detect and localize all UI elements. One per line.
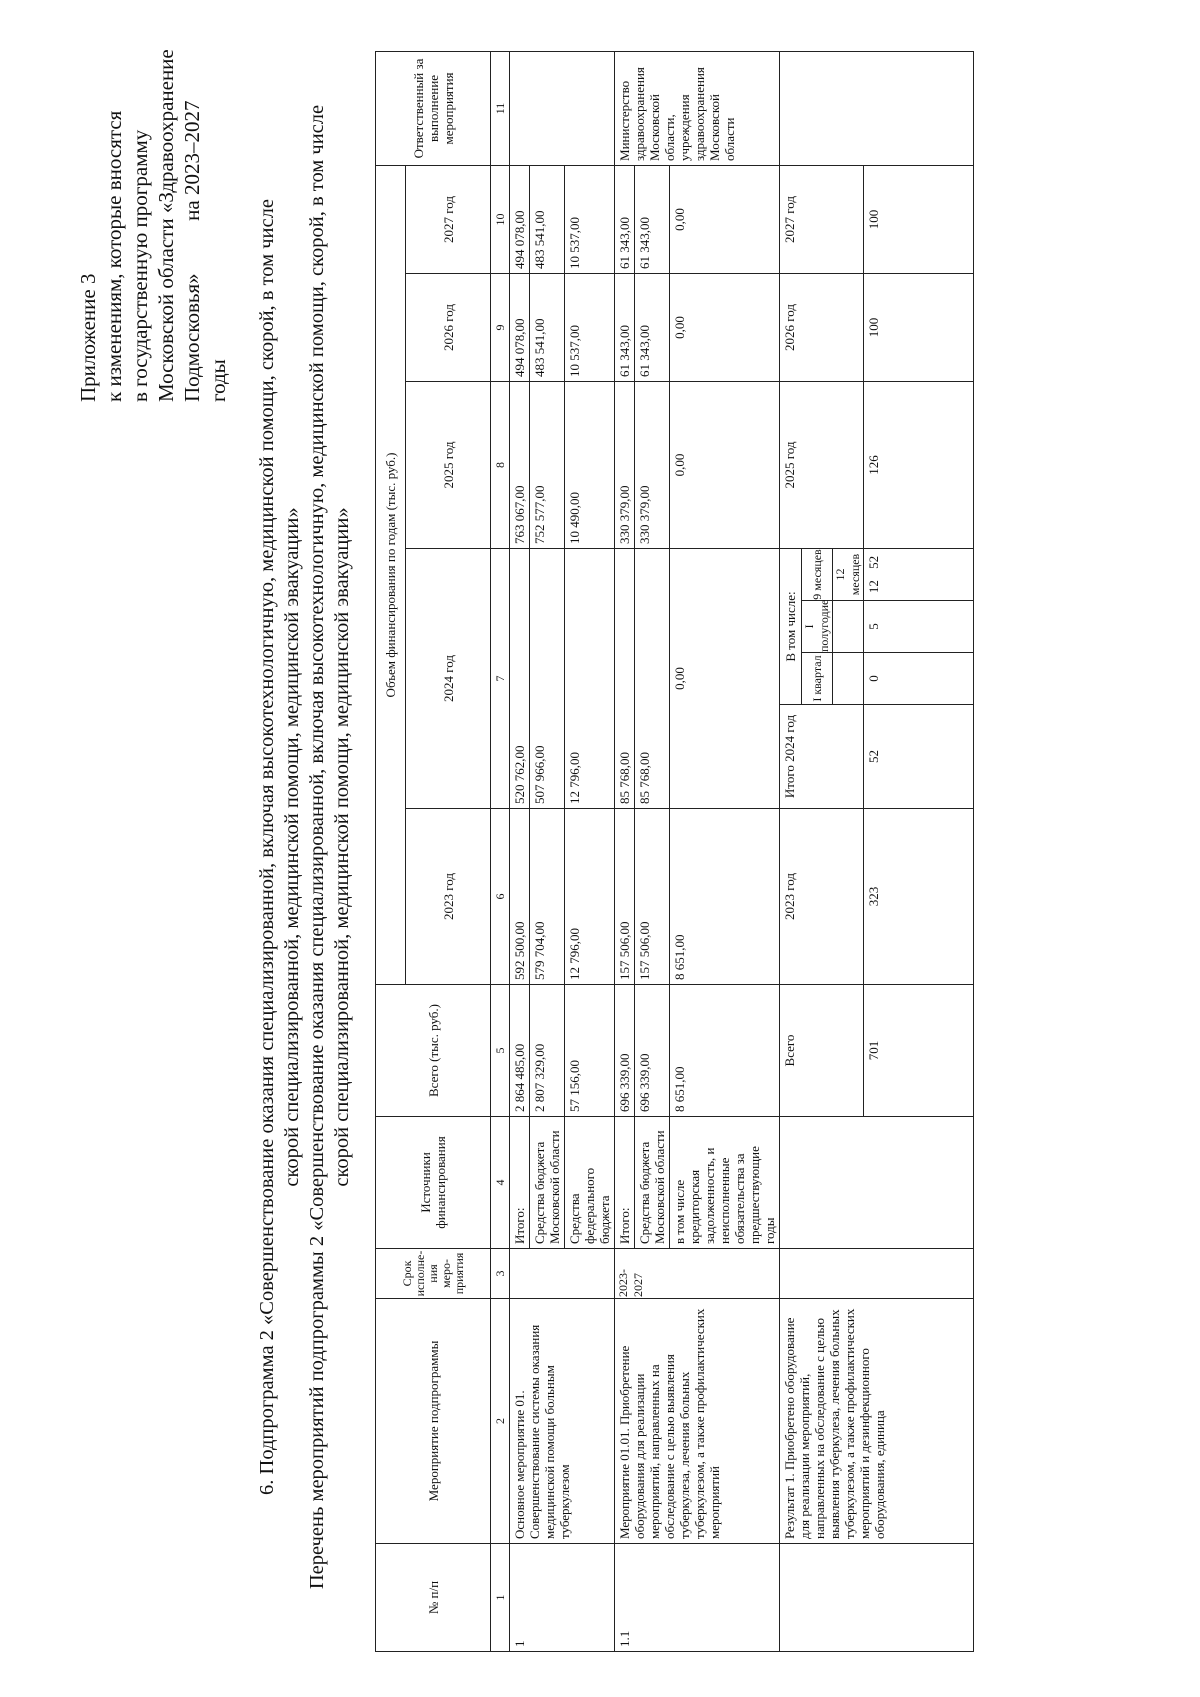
result-header-2026: 2026 год <box>780 274 864 382</box>
col-number: 5 <box>491 985 510 1117</box>
header-2025: 2025 год <box>406 382 491 549</box>
source-cell: в том числе кредиторская задолженность, и неисполненные обязательства за предшествующие годы <box>670 1117 780 1249</box>
col-number: 11 <box>491 51 510 165</box>
result-value-2025: 126 <box>864 382 974 549</box>
result-value-itogo: 52 <box>864 705 974 809</box>
subprogram-title: 6. Подпрограмма 2 «Совершенствование оказания специализированной, включая высокотехнологичную, медицинской помощи, скорой, в том числе скорой специализированной, медицинской помощи, медицинской эвакуации» <box>256 199 303 1495</box>
result-measure: Результат 1. Приобретено оборудование для реализации мероприятий, направленных на обследование с целью выявления туберкулеза, лечения больных туберкулезом, а также профилактических мероприятий и дезинфекционного оборудования, единица <box>780 1299 974 1544</box>
measures-list-title: Перечень мероприятий подпрограммы 2 «Совершенствование оказания специализированной, включая высокотехнологичную, медицинской помощи, скорой, в том числе скорой специализированной, медицинской помощи, медицинской эвакуации» <box>306 104 353 1590</box>
appendix-line: Подмосковья» на 2023–2027 <box>180 100 204 402</box>
result-header-2025: 2025 год <box>780 382 864 549</box>
appendix-line: в государственную программу <box>128 129 152 402</box>
appendix-line: Московской области «Здравоохранение <box>154 49 178 402</box>
source-cell: Средства бюджета Московской области <box>635 1117 670 1249</box>
y2023-cell: 157 506,00 <box>615 809 635 985</box>
y2025-cell: 330 379,00 <box>635 382 670 549</box>
result-header-h1: I полугодие <box>802 599 831 652</box>
result-header-12m: 12 месяцев <box>833 549 864 601</box>
y2027-cell: 0,00 <box>670 165 780 273</box>
y2026-cell: 483 541,00 <box>530 274 565 382</box>
col-number: 1 <box>491 1544 510 1652</box>
total-cell: 696 339,00 <box>635 985 670 1117</box>
col-number: 2 <box>491 1299 510 1544</box>
y2026-cell: 61 343,00 <box>615 274 635 382</box>
source-cell: Итого: <box>615 1117 635 1249</box>
result-header-total: Всего <box>780 985 864 1117</box>
y2023-cell: 12 796,00 <box>565 809 615 985</box>
col-number: 6 <box>491 809 510 985</box>
row-measure: Основное мероприятие 01. Совершенствование системы оказания медицинской помощи больным туберкулезом <box>510 1299 615 1544</box>
result-header-9m: 9 месяцев <box>802 549 833 601</box>
result-header-incl: В том числе: <box>780 549 802 705</box>
appendix-line: Приложение 3 <box>76 273 100 402</box>
y2027-cell: 10 537,00 <box>565 165 615 273</box>
result-value-h1: 5 <box>864 601 974 653</box>
result-value-2027: 100 <box>864 165 974 273</box>
y2025-cell: 10 490,00 <box>565 382 615 549</box>
total-cell: 2 864 485,00 <box>510 985 530 1117</box>
y2027-cell: 61 343,00 <box>635 165 670 273</box>
row-responsible: Министерство здравоохранения Московской области, учреждения здравоохранения Московской области <box>615 51 780 165</box>
col-number: 3 <box>491 1249 510 1299</box>
y2025-cell: 0,00 <box>670 382 780 549</box>
document-titles <box>255 57 355 1637</box>
y2026-cell: 0,00 <box>670 274 780 382</box>
source-cell: Средства федерального бюджета <box>565 1117 615 1249</box>
y2027-cell: 483 541,00 <box>530 165 565 273</box>
result-value-12m-text: 52 <box>866 555 881 569</box>
result-value-total: 701 <box>864 985 974 1117</box>
y2027-cell: 61 343,00 <box>615 165 635 273</box>
col-number: 9 <box>491 274 510 382</box>
row-term <box>780 1249 974 1299</box>
result-header-2023: 2023 год <box>780 809 864 985</box>
y2024-cell: 85 768,00 <box>615 549 635 809</box>
result-value-2026: 100 <box>864 274 974 382</box>
y2026-cell: 61 343,00 <box>635 274 670 382</box>
header-term: Срок исполне-ния меро-приятия <box>376 1249 491 1299</box>
total-cell: 2 807 329,00 <box>530 985 565 1117</box>
header-total: Всего (тыс. руб.) <box>376 985 491 1117</box>
result-value-9m <box>864 549 974 601</box>
result-header-itogo: Итого 2024 год <box>780 705 864 809</box>
header-sources: Источники финансирования <box>376 1117 491 1249</box>
y2023-cell: 8 651,00 <box>670 809 780 985</box>
source-cell: Итого: <box>510 1117 530 1249</box>
col-number: 7 <box>491 549 510 809</box>
y2024-cell: 520 762,00 <box>510 549 530 809</box>
measures-table <box>375 51 974 1652</box>
row-num: 1.1 <box>615 1544 780 1652</box>
y2024-cell: 0,00 <box>670 549 780 809</box>
total-cell: 696 339,00 <box>615 985 635 1117</box>
result-value-9m-text: 12 <box>866 580 881 594</box>
col-number: 4 <box>491 1117 510 1249</box>
row-num: 1 <box>510 1544 615 1652</box>
spacer <box>833 653 864 705</box>
header-responsible: Ответственный за выполнение мероприятия <box>376 51 491 165</box>
header-volume: Объем финансирования по годам (тыс. руб.) <box>376 165 406 984</box>
row-term <box>510 1249 615 1299</box>
result-header-2027: 2027 год <box>780 165 864 273</box>
y2024-cell: 12 796,00 <box>565 549 615 809</box>
header-2023: 2023 год <box>406 809 491 985</box>
result-value-2023: 323 <box>864 809 974 985</box>
row-sources <box>780 1117 974 1249</box>
total-cell: 8 651,00 <box>670 985 780 1117</box>
header-2026: 2026 год <box>406 274 491 382</box>
row-responsible <box>510 51 615 165</box>
y2025-cell: 752 577,00 <box>530 382 565 549</box>
total-cell: 57 156,00 <box>565 985 615 1117</box>
appendix-line: к изменениям, которые вносятся <box>102 110 126 402</box>
y2023-cell: 157 506,00 <box>635 809 670 985</box>
header-measure: Мероприятие подпрограммы <box>376 1299 491 1544</box>
y2025-cell: 763 067,00 <box>510 382 530 549</box>
header-2024: 2024 год <box>406 549 491 809</box>
y2026-cell: 494 078,00 <box>510 274 530 382</box>
appendix-line: годы <box>206 359 230 402</box>
row-term: 2023-2027 <box>615 1249 780 1299</box>
result-value-q1: 0 <box>864 653 974 705</box>
y2023-cell: 579 704,00 <box>530 809 565 985</box>
header-num: № п/п <box>376 1544 491 1652</box>
appendix-note <box>75 22 231 402</box>
y2024-cell: 507 966,00 <box>530 549 565 809</box>
y2024-cell: 85 768,00 <box>635 549 670 809</box>
y2026-cell: 10 537,00 <box>565 274 615 382</box>
source-cell: Средства бюджета Московской области <box>530 1117 565 1249</box>
result-header-q1: I квартал <box>802 653 833 705</box>
header-2027: 2027 год <box>406 165 491 273</box>
spacer <box>833 601 864 653</box>
col-number: 8 <box>491 382 510 549</box>
row-responsible <box>780 51 974 165</box>
y2025-cell: 330 379,00 <box>615 382 635 549</box>
col-number: 10 <box>491 165 510 273</box>
y2027-cell: 494 078,00 <box>510 165 530 273</box>
row-measure: Мероприятие 01.01. Приобретение оборудования для реализации мероприятий, направленных на обследование с целью выявления туберкулеза, лечения больных туберкулезом, а также профилактических мероприятий <box>615 1299 780 1544</box>
y2023-cell: 592 500,00 <box>510 809 530 985</box>
row-num <box>780 1544 974 1652</box>
